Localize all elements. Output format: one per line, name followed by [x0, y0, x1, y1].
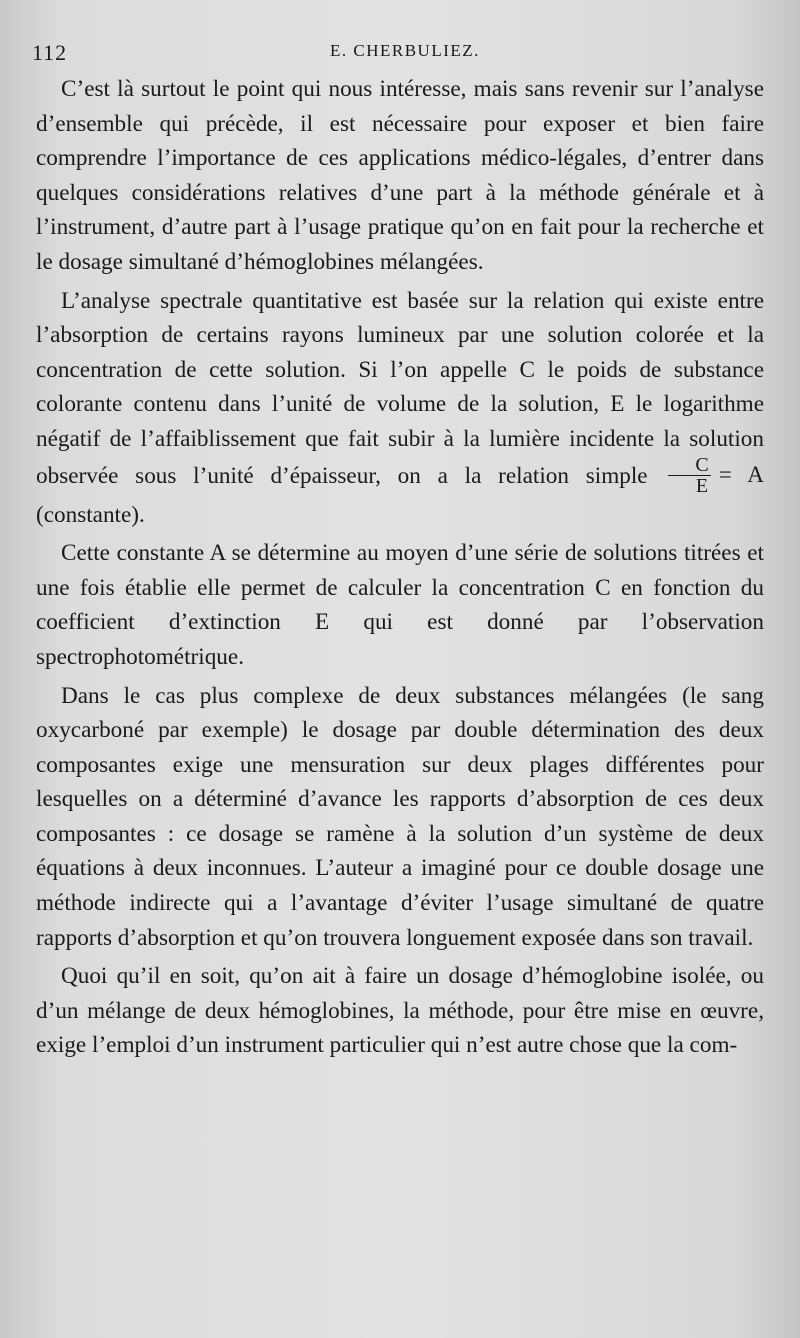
- formula-rest: = A (constante).: [36, 462, 765, 528]
- page-header: [32, 40, 772, 70]
- paragraph: Dans le cas plus complexe de deux substances mélangées (le sang oxycarboné par exemple) le dosage par double détermination des deux composantes exige une mensuration sur deux plages différentes pour lesquelles on a déterminé d’avance les rapports d’absorption de ces deux composantes : ce dosage se ramène à la solution d’un système de deux équations à deux inconnues. L’auteur a imaginé pour ce double dosage une méthode indirecte qui a l’avantage d’éviter l’usage simultané de quatre rapports d’absorption et qu’on trouvera longuement exposée dans son travail.: [36, 682, 764, 951]
- paragraph: Cette constante A se détermine au moyen d’une série de solutions titrées et une fois établie elle permet de calculer la concentration C en fonction du coefficient d’extinction E qui est donné par l’observation spectrophotométrique.: [36, 540, 764, 670]
- formula-fraction: [668, 455, 710, 496]
- running-head: E. CHERBULIEZ.: [330, 41, 480, 60]
- body-text: [36, 72, 764, 1063]
- paragraph-text: L’analyse spectrale quantitative est basée sur la relation qui existe entre l’absorption de certains rayons lumineux par une solution colorée et la concentration de cette solution. Si l’on appelle C le poids de substance colorante contenu dans l’unité de volume de la solution, E le logarithme négatif de l’affaiblissement que fait subir à la lumière incidente la solution observée sous l’unité d’épaisseur, on a la relation simple: [36, 287, 764, 489]
- paragraph: C’est là surtout le point qui nous intéresse, mais sans revenir sur l’analyse d’ensemble qui précède, il est nécessaire pour exposer et bien faire comprendre l’importance de ces applications médico-légales, d’entrer dans quelques considérations relatives d’une part à la méthode générale et à l’instrument, d’autre part à l’usage pratique qu’on en fait pour la recherche et le dosage simultané d’hémoglobines mélangées.: [36, 76, 764, 275]
- paragraph: Quoi qu’il en soit, qu’on ait à faire un dosage d’hémoglobine isolée, ou d’un mélange de deux hémoglobines, la méthode, pour être mise en œuvre, exige l’emploi d’un instrument particulier qui n’est autre chose que la com-: [36, 963, 764, 1059]
- formula-denominator: E: [695, 474, 709, 497]
- formula-numerator: C: [668, 455, 710, 476]
- paragraph-with-formula: [36, 284, 764, 533]
- page-number: 112: [32, 40, 68, 65]
